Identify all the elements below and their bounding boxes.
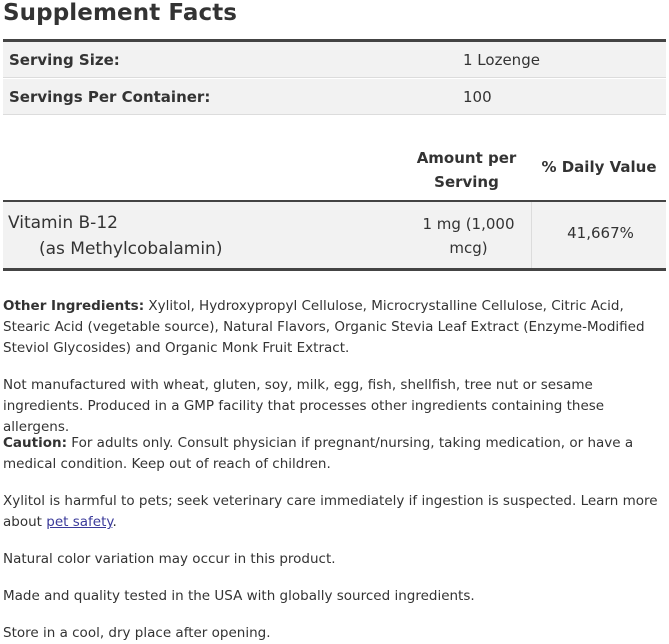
origin-note: Made and quality tested in the USA with globally sourced ingredients. (3, 588, 475, 604)
caution-label: Caution: (3, 435, 67, 451)
caution-text: For adults only. Consult physician if pregnant/nursing, taking medication, or have a medical condition. Keep out of reach of children. (3, 435, 634, 472)
color-variation-note: Natural color variation may occur in this product. (3, 551, 336, 567)
xylitol-warning (3, 491, 666, 533)
servings-per-container-row (3, 79, 666, 115)
other-ingredients (3, 296, 666, 359)
other-ingredients-text: Xylitol, Hydroxypropyl Cellulose, Microcrystalline Cellulose, Citric Acid, Stearic Acid (vegetable source), Natural Flavors, Organic Stevia Leaf Extract (Enzyme-Modified Steviol Glycosides) and Organic Monk Fruit Extract. (3, 298, 645, 356)
caution-statement (3, 433, 666, 475)
nutrient-row (3, 202, 666, 269)
serving-size-label: Serving Size: (9, 50, 120, 69)
daily-value-header: % Daily Value (541, 158, 657, 176)
servings-per-container-value: 100 (463, 87, 492, 106)
servings-per-container-label: Servings Per Container: (9, 87, 211, 106)
other-ingredients-label: Other Ingredients: (3, 298, 145, 314)
nutrient-table-bottom-rule (3, 268, 666, 271)
pet-safety-link[interactable]: pet safety (46, 514, 113, 530)
nutrient-name-main: Vitamin B-12 (8, 213, 118, 233)
xylitol-warning-text: Xylitol is harmful to pets; seek veterinary care immediately if ingestion is suspected. Learn more about (3, 493, 658, 530)
amount-per-serving-header: Amount per Serving (416, 149, 517, 191)
serving-size-value: 1 Lozenge (463, 50, 540, 69)
nutrient-amount: 1 mg (1,000 mcg) (422, 215, 515, 257)
nutrient-daily-value: 41,667% (567, 224, 634, 242)
allergen-statement: Not manufactured with wheat, gluten, soy, milk, egg, fish, shellfish, tree nut or sesame ingredients. Produced in a GMP facility that processes other ingredients containing these allergens. (3, 377, 605, 435)
panel-title: Supplement Facts (3, 0, 238, 26)
nutrient-name-sub: (as Methylcobalamin) (39, 239, 223, 259)
nutrient-column-divider (531, 202, 532, 269)
xylitol-warning-suffix: . (112, 514, 117, 530)
serving-size-row (3, 42, 666, 78)
storage-note: Store in a cool, dry place after opening. (3, 625, 271, 641)
nutrient-name (8, 210, 222, 262)
